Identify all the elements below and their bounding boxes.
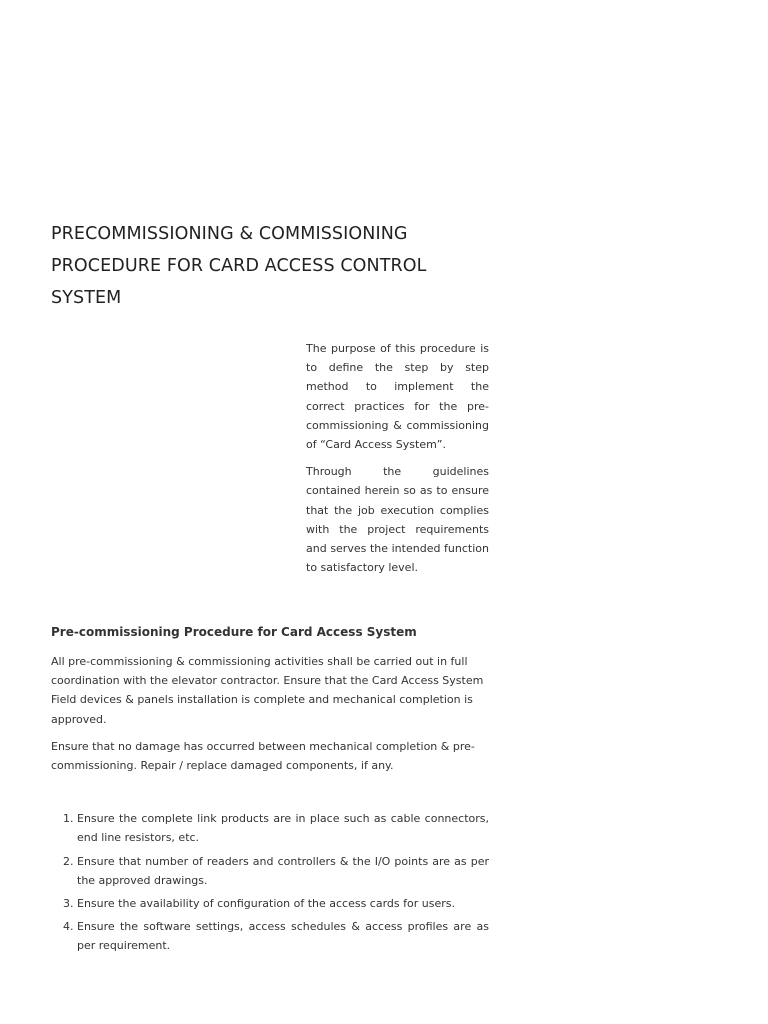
document-title: PRECOMMISSIONING & COMMISSIONING PROCEDURE FOR CARD ACCESS CONTROL SYSTEM xyxy=(51,224,427,308)
intro-paragraph: Through the guidelines contained herein so as to ensure that the job execution complies with the project requirements and serves the intended function to satisfactory level. xyxy=(306,465,489,575)
list-item: 4. Ensure the software settings, access schedules & access profiles are as per requirement. xyxy=(77,917,489,955)
precommissioning-section xyxy=(51,622,489,960)
section-paragraph: Ensure that no damage has occurred between mechanical completion & pre-commissioning. Repair / replace damaged components, if any. xyxy=(51,739,475,773)
section-paragraph: All pre-commissioning & commissioning activities shall be carried out in full coordination with the elevator contractor. Ensure that the Card Access System Field devices & panels installation is complete and mechanical completion is approved. xyxy=(51,655,484,726)
intro-paragraph: The purpose of this procedure is to define the step by step method to implement the correct practices for the pre-commissioning & commissioning of “Card Access System”. xyxy=(306,342,489,452)
list-item: 3. Ensure the availability of configuration of the access cards for users. xyxy=(77,894,489,913)
section-heading: Pre-commissioning Procedure for Card Access System xyxy=(51,625,417,639)
list-item: 1. Ensure the complete link products are in place such as cable connectors, end line resistors, etc. xyxy=(77,809,489,847)
intro-column xyxy=(306,339,489,585)
list-item: 2. Ensure that number of readers and controllers & the I/O points are as per the approved drawings. xyxy=(77,852,489,890)
procedure-steps-list xyxy=(51,809,489,955)
